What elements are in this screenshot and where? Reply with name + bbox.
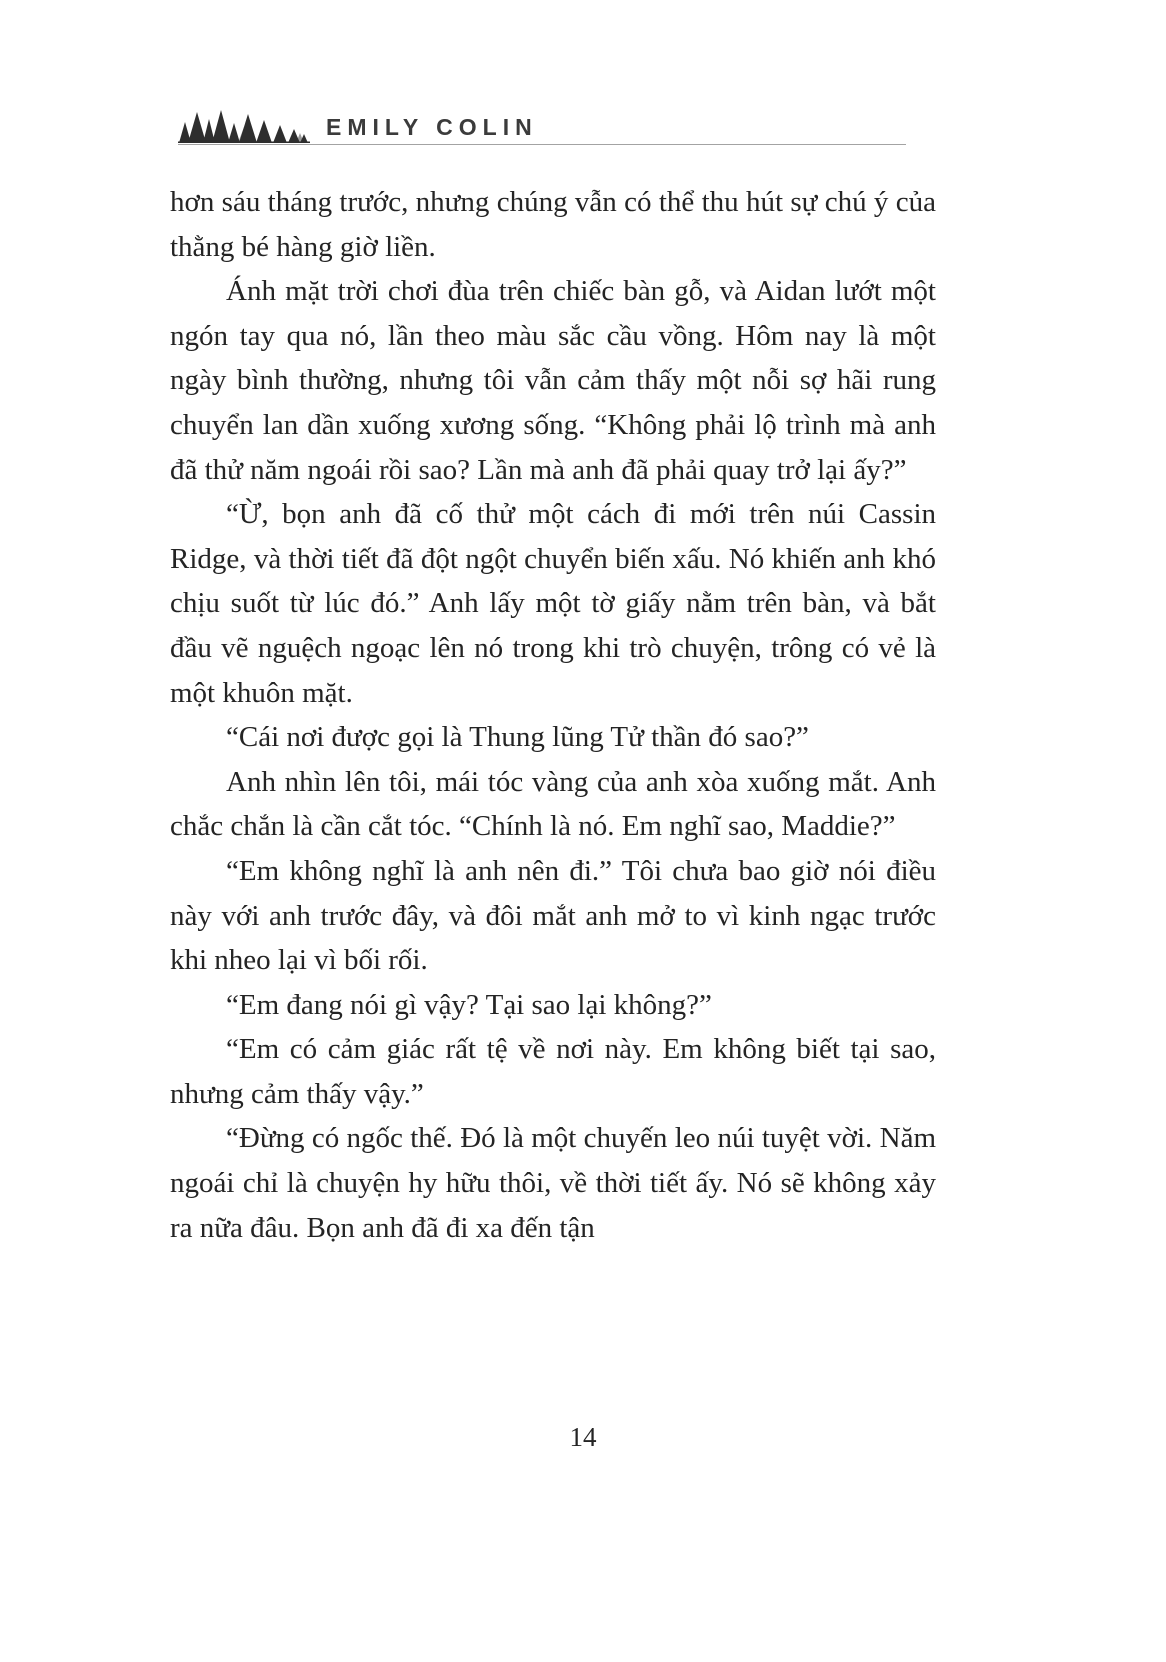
paragraph: Anh nhìn lên tôi, mái tóc vàng của anh xòa xuống mắt. Anh chắc chắn là cần cắt tóc. “Chính là nó. Em nghĩ sao, Maddie?” — [170, 765, 936, 843]
header-row — [178, 110, 906, 145]
paragraph: “Em có cảm giác rất tệ về nơi này. Em không biết tại sao, nhưng cảm thấy vậy.” — [170, 1033, 936, 1110]
paragraph: hơn sáu tháng trước, nhưng chúng vẫn có thể thu hút sự chú ý của thằng bé hàng giờ liền. — [170, 186, 936, 263]
paragraph: “Em không nghĩ là anh nên đi.” Tôi chưa bao giờ nói điều này với anh trước đây, và đôi mắt anh mở to vì kinh ngạc trước khi nheo lại vì bối rối. — [170, 854, 936, 977]
page-body — [170, 180, 936, 1250]
paragraph: “Cái nơi được gọi là Thung lũng Tử thần đó sao?” — [226, 721, 809, 754]
page-number: 14 — [569, 1422, 597, 1452]
paragraph: “Ừ, bọn anh đã cố thử một cách đi mới trên núi Cassin Ridge, và thời tiết đã đột ngột chuyển biến xấu. Nó khiến anh khó chịu suốt từ lúc đó.” Anh lấy một tờ giấy nằm trên bàn, và bắt đầu vẽ nguệch ngoạc lên nó trong khi trò chuyện, trông có vẻ là một khuôn mặt. — [170, 498, 936, 709]
paragraph: Ánh mặt trời chơi đùa trên chiếc bàn gỗ, và Aidan lướt một ngón tay qua nó, lần theo màu sắc cầu vồng. Hôm nay là một ngày bình thường, nhưng tôi vẫn cảm thấy một nỗi sợ hãi rung chuyển lan dần xuống xương sống. “Không phải lộ trình mà anh đã thử năm ngoái rồi sao? Lần mà anh đã phải quay trở lại ấy?” — [170, 275, 936, 486]
page-header — [178, 110, 906, 145]
forest-trees-icon — [178, 110, 310, 144]
paragraph: “Đừng có ngốc thế. Đó là một chuyến leo núi tuyệt vời. Năm ngoái chỉ là chuyện hy hữu thôi, về thời tiết ấy. Nó sẽ không xảy ra nữa đâu. Bọn anh đã đi xa đến tận — [170, 1122, 936, 1244]
author-name: EMILY COLIN — [326, 114, 538, 140]
paragraph: “Em đang nói gì vậy? Tại sao lại không?” — [226, 988, 712, 1021]
